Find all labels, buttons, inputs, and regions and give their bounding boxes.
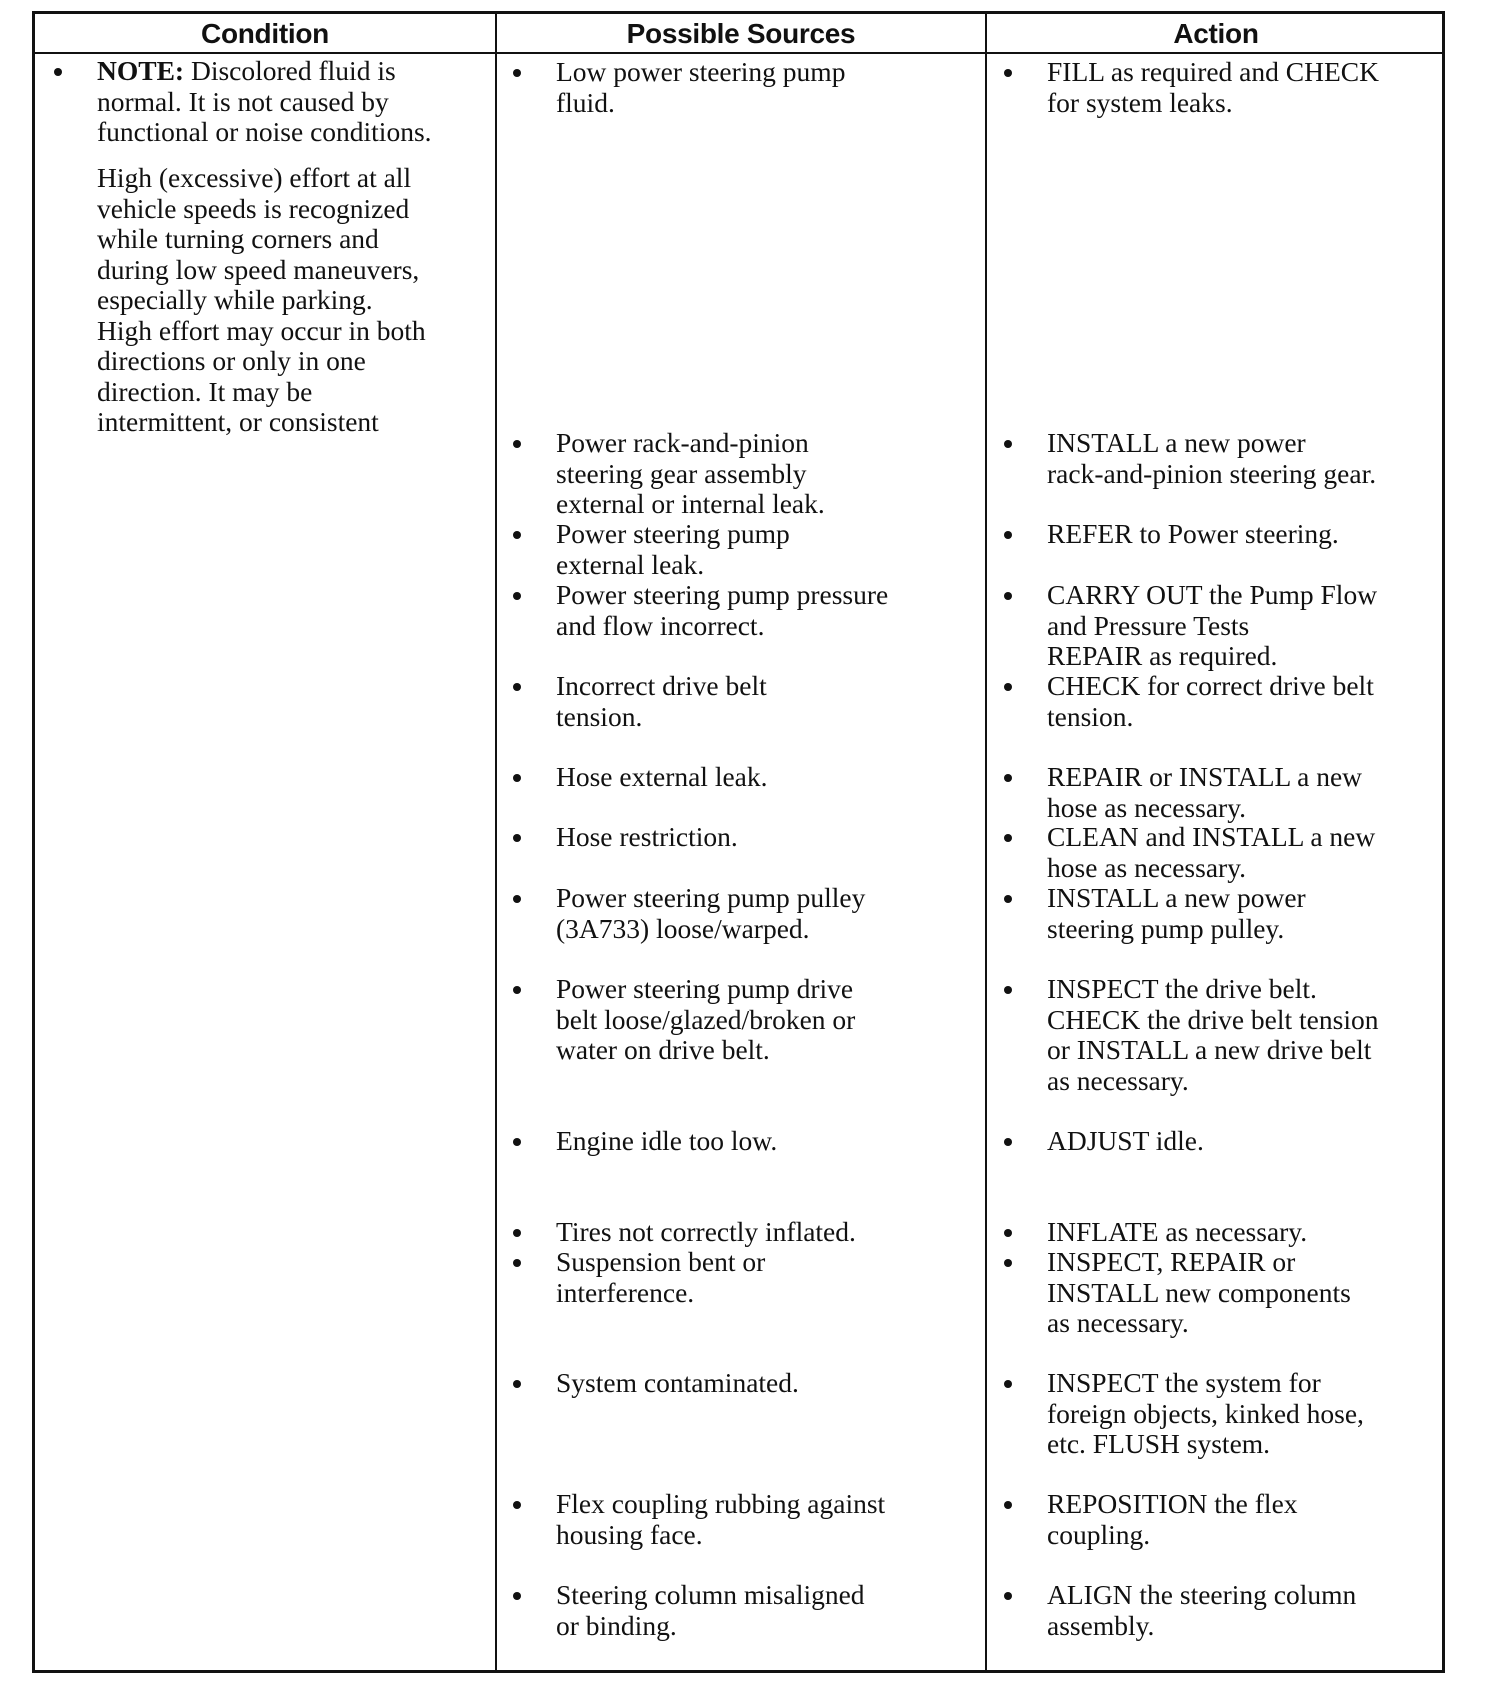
source-text: Suspension bent or interference.: [556, 1246, 766, 1308]
bullet-icon: [513, 1138, 521, 1146]
header-action: Action: [1173, 18, 1259, 49]
diagnosis-table: [32, 11, 1445, 1673]
action-item: [1004, 519, 1444, 550]
bullet-icon: [1004, 774, 1012, 782]
bullet-icon: [1004, 69, 1012, 77]
source-text: Power steering pump drive belt loose/glazed/broken or water on drive belt.: [556, 973, 856, 1065]
action-item: [1004, 883, 1444, 944]
action-text: INSTALL a new power rack-and-pinion steering gear.: [1047, 427, 1377, 489]
bullet-icon: [513, 531, 521, 539]
action-item: [1004, 1368, 1444, 1460]
action-item: [1004, 762, 1444, 823]
source-text: Engine idle too low.: [556, 1125, 778, 1156]
bullet-icon: [513, 683, 521, 691]
header-condition: Condition: [201, 18, 329, 49]
source-item: [513, 1217, 983, 1248]
action-item: [1004, 671, 1444, 732]
bullet-icon: [1004, 531, 1012, 539]
bullet-icon: [513, 1229, 521, 1237]
bullet-icon: [1004, 683, 1012, 691]
source-text: Low power steering pump fluid.: [556, 56, 846, 118]
bullet-icon: [513, 1501, 521, 1509]
source-text: Power steering pump pulley (3A733) loose/warped.: [556, 882, 866, 944]
bullet-icon: [513, 986, 521, 994]
condition-note: [54, 56, 494, 148]
bullet-icon: [513, 592, 521, 600]
action-item: [1004, 1247, 1444, 1339]
bullet-icon: [1004, 895, 1012, 903]
source-item: [513, 1580, 983, 1641]
bullet-icon: [1004, 834, 1012, 842]
source-text: System contaminated.: [556, 1367, 799, 1398]
source-item: [513, 1368, 983, 1399]
action-text: CHECK for correct drive belt tension.: [1047, 670, 1374, 732]
action-item: [1004, 1580, 1444, 1641]
action-text: FILL as required and CHECK for system leaks.: [1047, 56, 1379, 118]
bullet-icon: [1004, 1138, 1012, 1146]
bullet-icon: [1004, 592, 1012, 600]
action-item: [1004, 1217, 1444, 1248]
action-text: CARRY OUT the Pump Flow and Pressure Tests REPAIR as required.: [1047, 579, 1378, 671]
bullet-icon: [513, 834, 521, 842]
note-text: Discolored fluid is normal. It is not caused by functional or noise conditions.: [97, 55, 432, 147]
column-divider: [495, 14, 497, 1670]
bullet-icon: [513, 440, 521, 448]
action-item: [1004, 1126, 1444, 1157]
bullet-icon: [54, 68, 62, 76]
action-text: REPAIR or INSTALL a new hose as necessary.: [1047, 761, 1363, 823]
condition-description: High (excessive) effort at all vehicle speeds is recognized while turning corners and during low speed maneuvers, especially while parking. High effort may occur in both directions or only in one direction. It may be intermittent, or consistent: [97, 162, 426, 437]
source-text: Steering column misaligned or binding.: [556, 1579, 865, 1641]
source-item: [513, 974, 983, 1066]
source-text: Tires not correctly inflated.: [556, 1216, 856, 1247]
action-text: ALIGN the steering column assembly.: [1047, 1579, 1357, 1641]
header-possible-sources: Possible Sources: [626, 18, 856, 49]
source-text: Power steering pump pressure and flow incorrect.: [556, 579, 889, 641]
bullet-icon: [513, 1592, 521, 1600]
source-item: [513, 883, 983, 944]
action-text: CLEAN and INSTALL a new hose as necessary.: [1047, 821, 1376, 883]
source-text: Power rack-and-pinion steering gear assembly external or internal leak.: [556, 427, 825, 519]
action-text: INSPECT the system for foreign objects, kinked hose, etc. FLUSH system.: [1047, 1367, 1364, 1459]
source-item: [513, 57, 983, 118]
action-item: [1004, 580, 1444, 672]
source-item: [513, 1247, 983, 1308]
action-text: REPOSITION the flex coupling.: [1047, 1488, 1298, 1550]
action-item: [1004, 57, 1444, 118]
source-item: [513, 1489, 983, 1550]
source-item: [513, 519, 983, 580]
action-text: INSPECT the drive belt. CHECK the drive belt tension or INSTALL a new drive belt as necessary.: [1047, 973, 1379, 1096]
source-item: [513, 671, 983, 732]
source-text: Incorrect drive belt tension.: [556, 670, 767, 732]
bullet-icon: [1004, 1259, 1012, 1267]
source-text: Flex coupling rubbing against housing face.: [556, 1488, 886, 1550]
action-text: INFLATE as necessary.: [1047, 1216, 1308, 1247]
bullet-icon: [1004, 1229, 1012, 1237]
bullet-icon: [1004, 1501, 1012, 1509]
action-text: INSTALL a new power steering pump pulley.: [1047, 882, 1306, 944]
bullet-icon: [1004, 986, 1012, 994]
source-text: Hose restriction.: [556, 821, 738, 852]
action-text: ADJUST idle.: [1047, 1125, 1204, 1156]
note-label: NOTE:: [97, 55, 185, 86]
bullet-icon: [513, 1380, 521, 1388]
bullet-icon: [513, 1259, 521, 1267]
bullet-icon: [513, 895, 521, 903]
action-text: REFER to Power steering.: [1047, 518, 1339, 549]
action-item: [1004, 428, 1444, 489]
action-item: [1004, 974, 1444, 1096]
column-divider: [985, 14, 987, 1670]
source-item: [513, 762, 983, 793]
bullet-icon: [1004, 1380, 1012, 1388]
source-item: [513, 428, 983, 520]
source-item: [513, 822, 983, 853]
bullet-icon: [513, 774, 521, 782]
source-text: Power steering pump external leak.: [556, 518, 790, 580]
bullet-icon: [513, 69, 521, 77]
source-item: [513, 1126, 983, 1157]
source-item: [513, 580, 983, 641]
bullet-icon: [1004, 1592, 1012, 1600]
bullet-icon: [1004, 440, 1012, 448]
action-item: [1004, 1489, 1444, 1550]
source-text: Hose external leak.: [556, 761, 768, 792]
action-text: INSPECT, REPAIR or INSTALL new components as necessary.: [1047, 1246, 1351, 1338]
action-item: [1004, 822, 1444, 883]
